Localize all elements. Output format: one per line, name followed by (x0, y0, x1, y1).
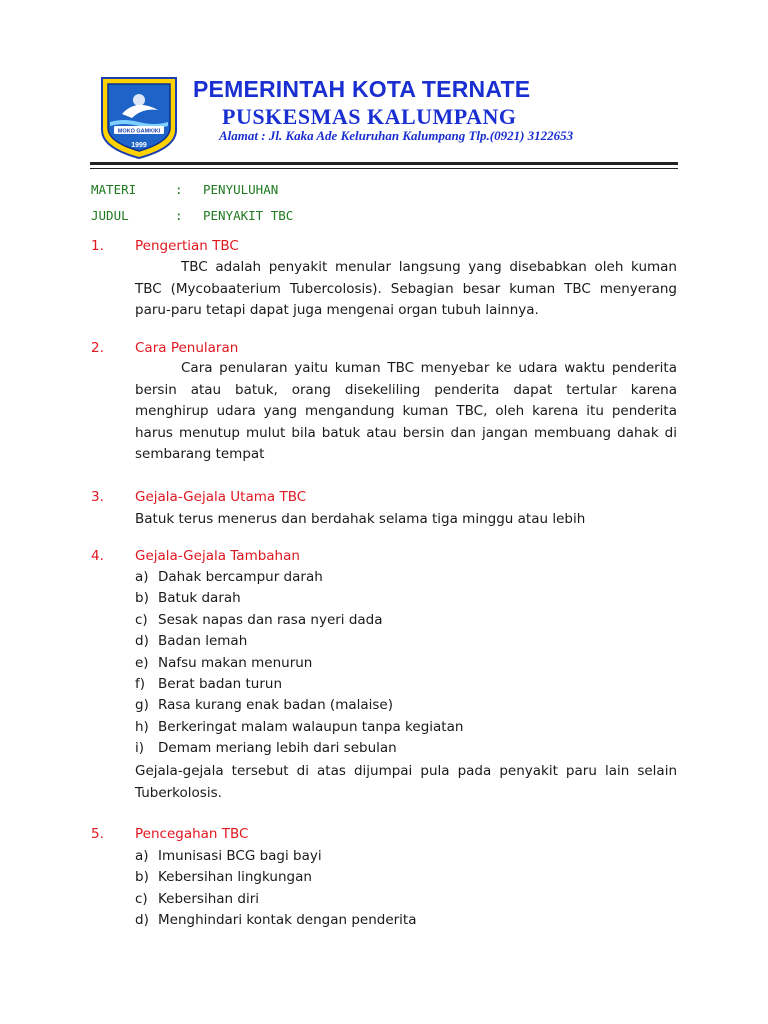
materi-value: PENYULUHAN (203, 182, 279, 197)
letterhead-rule-thin (90, 168, 678, 169)
list-item-text: Kebersihan diri (158, 890, 259, 907)
city-emblem-logo (98, 76, 180, 160)
materi-line (91, 182, 278, 197)
list-item-letter: b) (135, 590, 149, 607)
list-item (135, 567, 463, 588)
list-item-text: Menghindari kontak dengan penderita (158, 912, 417, 929)
list-item-text: Badan lemah (158, 633, 248, 650)
list-item-letter: c) (135, 890, 148, 907)
government-title: PEMERINTAH KOTA TERNATE (193, 76, 531, 102)
prevention-list (135, 846, 417, 932)
judul-line (91, 208, 293, 223)
section-3-title: Gejala-Gejala Utama TBC (135, 489, 307, 505)
list-item (135, 717, 463, 738)
list-item-letter: b) (135, 869, 149, 886)
list-item (135, 674, 463, 695)
list-item-letter: a) (135, 569, 149, 585)
list-item-text: Nafsu makan menurun (158, 654, 313, 671)
section-4-number: 4. (91, 548, 104, 564)
address-line: Alamat : Jl. Kaka Ade Keluruhan Kalumpang Tlp.(0921) 3122653 (219, 128, 574, 143)
puskesmas-title: PUSKESMAS KALUMPANG (222, 104, 517, 129)
list-item (135, 695, 463, 716)
section-3-number: 3. (91, 489, 104, 505)
list-item-letter: h) (135, 718, 149, 735)
list-item-letter: f) (135, 675, 146, 692)
list-item-text: Batuk darah (158, 590, 241, 607)
materi-key: MATERI (91, 182, 137, 197)
section-4-note: Gejala-gejala tersebut di atas dijumpai pula pada penyakit paru lain selain Tuberkolosis. (135, 763, 677, 801)
list-item-text: Rasa kurang enak badan (malaise) (158, 697, 393, 714)
judul-key: JUDUL (91, 208, 129, 223)
list-item (135, 588, 463, 609)
list-item-text: Berkeringat malam walaupun tanpa kegiatan (158, 718, 464, 735)
list-item (135, 846, 417, 867)
judul-colon: : (175, 208, 183, 223)
letterhead-rule-thick (90, 162, 678, 165)
section-1-body: TBC adalah penyakit menular langsung yang disebabkan oleh kuman TBC (Mycobaaterium Tubercolosis). Sebagian besar kuman TBC menyerang paru-paru tetapi dapat juga mengenai organ tubuh lainnya. (135, 259, 677, 318)
list-item-letter: g) (135, 697, 149, 714)
section-1-title: Pengertian TBC (135, 238, 239, 254)
materi-colon: : (175, 182, 183, 197)
logo-year: 1999 (131, 142, 147, 149)
list-item (135, 738, 463, 759)
list-item (135, 610, 463, 631)
list-item (135, 889, 417, 910)
section-3-body: Batuk terus menerus dan berdahak selama tiga minggu atau lebih (135, 511, 586, 527)
list-item-text: Demam meriang lebih dari sebulan (158, 740, 397, 757)
list-item-text: Sesak napas dan rasa nyeri dada (158, 611, 383, 628)
list-item-letter: d) (135, 912, 149, 929)
list-item-letter: e) (135, 654, 149, 671)
section-5-number: 5. (91, 826, 104, 842)
list-item-letter: a) (135, 848, 149, 864)
list-item (135, 631, 463, 652)
section-4-title: Gejala-Gejala Tambahan (135, 548, 300, 564)
section-5-title: Pencegahan TBC (135, 826, 249, 842)
list-item-text: Berat badan turun (158, 675, 283, 692)
section-2-title: Cara Penularan (135, 340, 239, 356)
symptom-list (135, 567, 463, 760)
list-item-text: Dahak bercampur darah (158, 569, 323, 585)
judul-value: PENYAKIT TBC (203, 208, 294, 223)
list-item (135, 910, 417, 931)
list-item-letter: i) (135, 740, 145, 757)
list-item-letter: c) (135, 611, 148, 628)
list-item-text: Imunisasi BCG bagi bayi (158, 848, 322, 864)
list-item-letter: d) (135, 633, 149, 650)
section-1-number: 1. (91, 238, 104, 254)
list-item-text: Kebersihan lingkungan (158, 869, 312, 886)
section-2-number: 2. (91, 340, 104, 356)
list-item (135, 653, 463, 674)
logo-ribbon-text: MOKO GAMKIKI (117, 128, 161, 135)
section-2-body: Cara penularan yaitu kuman TBC menyebar ke udara waktu penderita bersin atau batuk, orang disekeliling penderita dapat tertular karena menghirup udara yang mengandung kuman TBC, oleh karena itu penderita harus menutup mulut bila batuk atau bersin dan jangan membuang dahak di sembarang tempat (135, 360, 677, 462)
list-item (135, 867, 417, 888)
